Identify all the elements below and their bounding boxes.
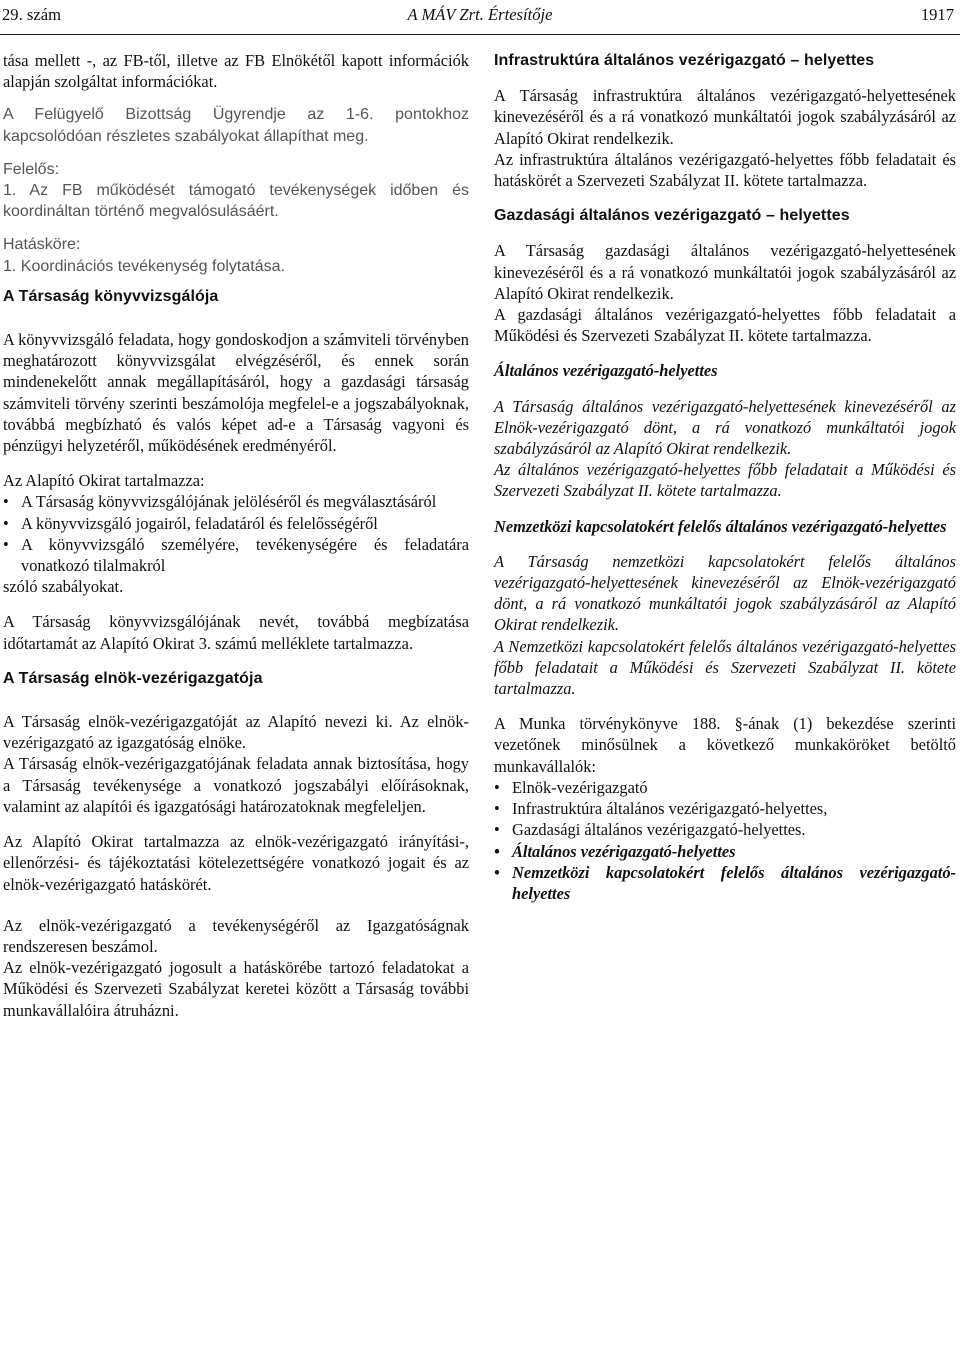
list-item: • Elnök-vezérigazgató [494, 777, 956, 798]
section-heading-auditor: A Társaság könyvvizsgálója [3, 287, 219, 305]
paragraph-economic-appointment: A Társaság gazdasági általános vezérigazgató-helyettesének kinevezéséről és a rá vonatkozó munkáltatói jogok szabályzásáról az Alapító Okirat rendelkezik. [494, 241, 956, 303]
felelos-title: Felelős: [3, 160, 60, 178]
page-header [0, 4, 960, 28]
paragraph-auditor-duty: A könyvvizsgáló feladata, hogy gondoskodjon a számviteli törvényben meghatározott könyvvizsgálat elvégzéséről, és ennek során mindenekelőtt annak megállapításáról, hogy a gazdasági társaság számviteli törvény szerinti beszámolója megfelel-e a jogszabályoknak, továbbá megbízható és valós képet ad-e a Társaság vagyoni és pénzügyi helyzetéről, működésének eredményéről. [3, 330, 469, 456]
charter-list [3, 491, 469, 576]
issue-number: 29. szám [2, 5, 61, 24]
list-item: • Gazdasági általános vezérigazgató-helyettes. [494, 819, 956, 840]
paragraph-labour-code: A Munka törvénykönyve 188. §-ának (1) bekezdése szerinti vezetőnek minősülnek a következő munkaköröket betöltő munkavállalók: [494, 714, 956, 776]
paragraph-ceo-delegation: Az elnök-vezérigazgató jogosult a hatáskörébe tartozó feladatokat a Működési és Szervezeti Szabályzat keretei között a Társaság további munkavállalóira átruházni. [3, 958, 469, 1020]
executive-list [494, 777, 956, 904]
section-heading-general: Általános vezérigazgató-helyettes [494, 361, 718, 381]
paragraph-ceo-rights: Az Alapító Okirat tartalmazza az elnök-vezérigazgató irányítási-, ellenőrzési- és tájékoztatási kötelezettségére vonatkozó jogait és az elnök-vezérigazgató hatáskörét. [3, 832, 469, 894]
section-heading-ceo: A Társaság elnök-vezérigazgatója [3, 669, 263, 687]
paragraph-infra-appointment: A Társaság infrastruktúra általános vezérigazgató-helyettesének kinevezéséről és a rá vonatkozó munkáltatói jogok szabályzásáról az Alapító Okirat rendelkezik. [494, 86, 956, 148]
paragraph-economic-duties: A gazdasági általános vezérigazgató-helyettes főbb feladatait a Működési és Szervezeti Szabályzat II. kötete tartalmazza. [494, 305, 956, 346]
list-item: • Nemzetközi kapcsolatokért felelős általános vezérigazgató-helyettes [494, 862, 956, 904]
hataskore-title: Hatásköre: [3, 236, 81, 254]
paragraph-infra-duties: Az infrastruktúra általános vezérigazgató-helyettes főbb feladatait és hatáskörét a Szervezeti Szabályzat II. kötete tartalmazza. [494, 149, 956, 191]
page-number: 1917 [920, 5, 954, 24]
hataskore-text: 1. Koordinációs tevékenység folytatása. [3, 257, 285, 275]
paragraph-charter-intro: Az Alapító Okirat tartalmazza: [3, 471, 205, 491]
paragraph-international-appointment: A Társaság nemzetközi kapcsolatokért felelős általános vezérigazgató-helyettesének kinevezéséről az Elnök-vezérigazgató dönt, a rá vonatkozó munkáltatói jogok szabályzásáról az Alapító Okirat rendelkezik. [494, 551, 956, 635]
paragraph-general-appointment: A Társaság általános vezérigazgató-helyettesének kinevezéséről az Elnök-vezérigazgató dönt, a rá vonatkozó munkáltatói jogok szabályzásáról az Alapító Okirat rendelkezik. [494, 396, 956, 459]
paragraph-international-duties: A Nemzetközi kapcsolatokért felelős általános vezérigazgató-helyettes főbb feladatait a Működési és Szervezeti Szabályzat II. kötete tartalmazza. [494, 636, 956, 699]
paragraph-fb-info: tása mellett -, az FB-től, illetve az FB Elnökétől kapott információk alapján szolgáltat információkat. [3, 51, 469, 92]
list-item: • A Társaság könyvvizsgálójának jelöléséről és megválasztásáról [3, 491, 469, 512]
paragraph-general-duties: Az általános vezérigazgató-helyettes főbb feladatait a Működési és Szervezeti Szabályzat II. kötete tartalmazza. [494, 460, 956, 501]
paragraph-auditor-name: A Társaság könyvvizsgálójának nevét, továbbá megbízatása időtartamát az Alapító Okirat 3. számú melléklete tartalmazza. [3, 612, 469, 653]
paragraph-ceo-duty: A Társaság elnök-vezérigazgatójának feladata annak biztosítása, hogy a Társaság tevékenysége a vonatkozó jogszabályi előírásoknak, valamint az alapítói és igazgatósági határozatoknak megfeleljen. [3, 754, 469, 816]
paragraph-ceo-report: Az elnök-vezérigazgató a tevékenységéről az Igazgatóságnak rendszeresen beszámol. [3, 915, 469, 956]
section-heading-infrastructure: Infrastruktúra általános vezérigazgató – helyettes [494, 52, 875, 69]
header-divider [0, 34, 960, 35]
paragraph-charter-tail: szóló szabályokat. [3, 577, 124, 597]
paragraph-fb-rules: A Felügyelő Bizottság Ügyrendje az 1-6. pontokhoz kapcsolódóan részletes szabályokat állapíthat meg. [3, 106, 469, 145]
paragraph-ceo-appointment: A Társaság elnök-vezérigazgatóját az Alapító nevezi ki. Az elnök-vezérigazgató az igazgatóság elnöke. [3, 712, 469, 753]
left-column [3, 50, 469, 1021]
felelos-text: 1. Az FB működését támogató tevékenységek időben és koordináltan történő megvalósulásáért. [3, 182, 469, 221]
list-item: • A könyvvizsgáló jogairól, feladatáról és felelősségéről [3, 513, 469, 534]
list-item: • Általános vezérigazgató-helyettes [494, 841, 956, 862]
list-item: • Infrastruktúra általános vezérigazgató-helyettes, [494, 798, 956, 819]
section-heading-economic: Gazdasági általános vezérigazgató – helyettes [494, 207, 850, 225]
list-item: • A könyvvizsgáló személyére, tevékenységére és feladatára vonatkozó tilalmakról [3, 534, 469, 576]
publication-title: A MÁV Zrt. Értesítője [407, 5, 553, 24]
section-heading-international: Nemzetközi kapcsolatokért felelős általános vezérigazgató-helyettes [494, 516, 947, 536]
right-column [494, 50, 956, 904]
